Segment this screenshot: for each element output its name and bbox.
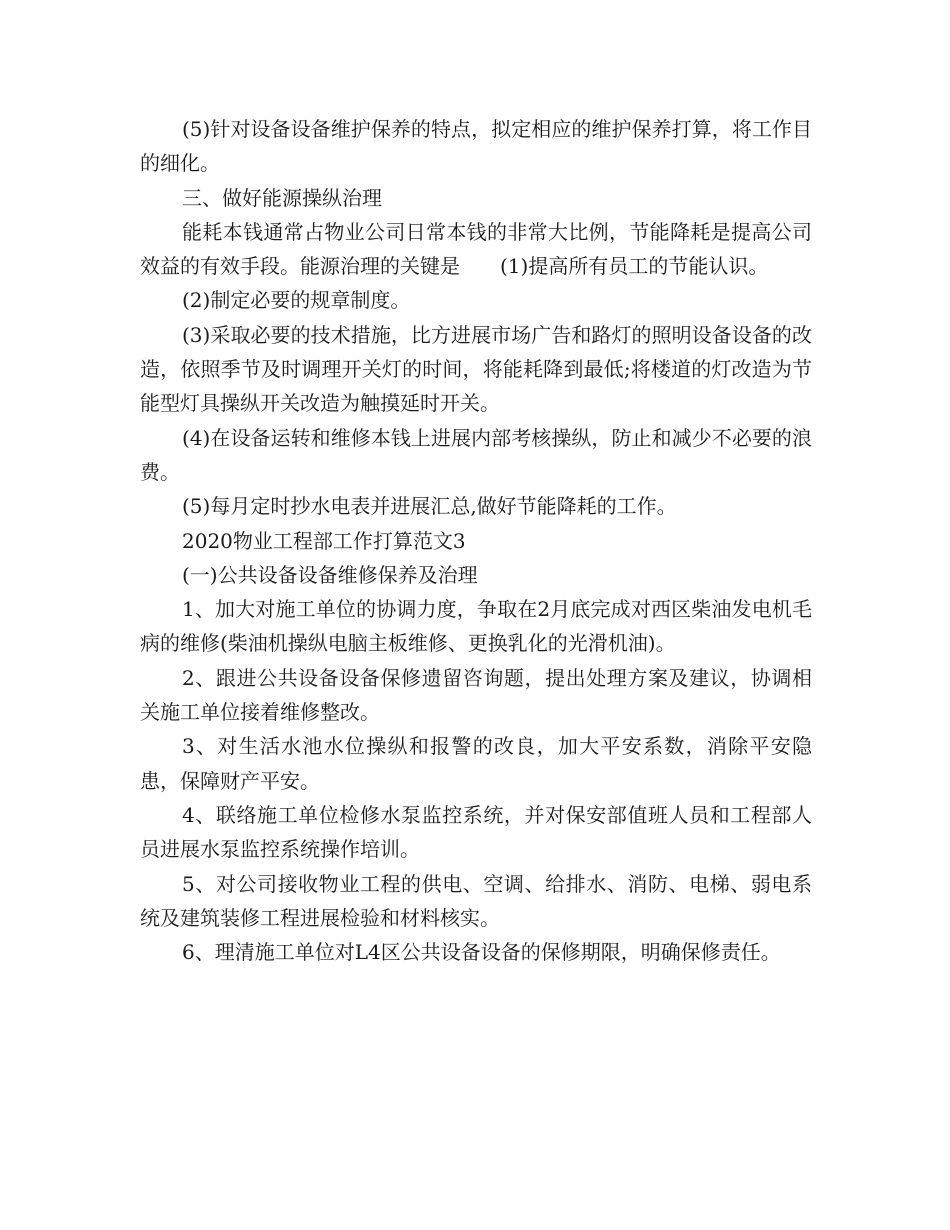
list-item-4: 4、联络施工单位检修水泵监控系统，并对保安部值班人员和工程部人员进展水泵监控系统操作培训。 [140, 802, 812, 862]
paragraph-maintenance-plan: (5)针对设备设备维护保养的特点，拟定相应的维护保养打算，将工作目的细化。 [140, 117, 812, 176]
paragraph-energy-cost: 能耗本钱通常占物业公司日常本钱的非常大比例，节能降耗是提高公司效益的有效手段。能源治理的关键是 (1)提高所有员工的节能认识。 [140, 219, 812, 279]
paragraph-rules: (2)制定必要的规章制度。 [182, 288, 411, 313]
list-item-2: 2、跟进公共设备设备保修遗留咨询题，提出处理方案及建议，协调相关施工单位接着维修整改。 [140, 665, 812, 725]
section-heading-energy: 三、做好能源操纵治理 [182, 185, 382, 210]
list-item-6: 6、理清施工单位对L4区公共设备设备的保修期限，明确保修责任。 [182, 940, 781, 965]
section-heading-sample-3: 2020物业工程部工作打算范文3 [182, 528, 466, 553]
list-item-5: 5、对公司接收物业工程的供电、空调、给排水、消防、电梯、弱电系统及建筑装修工程进展检验和材料核实。 [140, 871, 812, 930]
paragraph-meter-reading: (5)每月定时抄水电表并进展汇总,做好节能降耗的工作。 [182, 494, 677, 519]
document-body [140, 112, 812, 969]
list-item-3: 3、对生活水池水位操纵和报警的改良，加大平安系数，消除平安隐患，保障财产平安。 [140, 734, 812, 793]
subheading-public-equipment: (一)公共设备设备维修保养及治理 [182, 562, 478, 587]
list-item-1: 1、加大对施工单位的协调力度，争取在2月底完成对西区柴油发电机毛病的维修(柴油机操纵电脑主板维修、更换乳化的光滑机油)。 [140, 597, 812, 656]
paragraph-internal-audit: (4)在设备运转和维修本钱上进展内部考核操纵，防止和减少不必要的浪费。 [140, 425, 812, 484]
paragraph-technical-measures: (3)采取必要的技术措施，比方进展市场广告和路灯的照明设备设备的改造，依照季节及时调理开关灯的时间，将能耗降到最低;将楼道的灯改造为节能型灯具操纵开关改造为触摸延时开关。 [140, 322, 812, 416]
